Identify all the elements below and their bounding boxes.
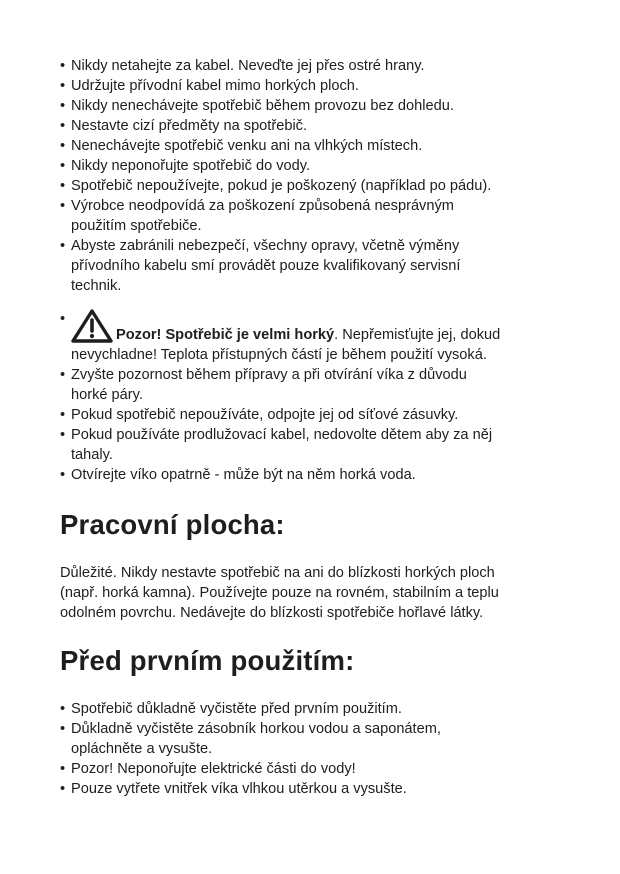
bullet: • — [60, 427, 66, 443]
list-item — [60, 156, 570, 176]
list-item-text: tahaly. — [71, 447, 113, 463]
list-item-text: Nenechávejte spotřebič venku ani na vlhkých místech. — [71, 138, 423, 154]
bullet: • — [60, 407, 66, 423]
list-item — [60, 405, 570, 425]
bullet: • — [60, 721, 66, 737]
list-item — [60, 96, 570, 116]
list-item-text: Nestavte cizí předměty na spotřebič. — [71, 118, 308, 134]
list-item-text: použitím spotřebiče. — [71, 218, 202, 234]
list-item-text: Nikdy neponořujte spotřebič do vody. — [71, 158, 311, 174]
paragraph-line: (např. horká kamna). Používejte pouze na rovném, stabilním a teplu — [60, 585, 499, 601]
paragraph-line: odolném povrchu. Nedávejte do blízkosti spotřebiče hořlavé látky. — [60, 605, 484, 621]
list-item-text: Abyste zabránili nebezpečí, všechny opravy, včetně výměny — [71, 238, 460, 254]
manual-page — [60, 56, 570, 799]
list-item-text: Důkladně vyčistěte zásobník horkou vodou a saponátem, — [71, 721, 441, 737]
bullet: • — [60, 178, 66, 194]
list-item — [60, 465, 570, 485]
list-item-text: Výrobce neodpovídá za poškození způsobená nesprávným — [71, 198, 454, 214]
list-item — [60, 196, 570, 236]
bullet: • — [60, 701, 66, 717]
list-item — [60, 136, 570, 156]
section-heading-before-first-use: Před prvním použitím: — [60, 645, 355, 676]
list-item-text: technik. — [71, 278, 122, 294]
list-item-text: Udržujte přívodní kabel mimo horkých ploch. — [71, 78, 359, 94]
bullet: • — [60, 367, 66, 383]
bullet: • — [60, 78, 66, 94]
list-item-text: Pokud používáte prodlužovací kabel, nedovolte dětem aby za něj — [71, 427, 493, 443]
list-item — [60, 365, 570, 405]
list-item-text: Zvyšte pozornost během přípravy a při otvírání víka z důvodu — [71, 367, 467, 383]
list-item — [60, 176, 570, 196]
warning-triangle-icon — [71, 309, 113, 343]
bullet: • — [60, 311, 66, 327]
warning-text-line2: nevychladne! Teplota přístupných částí je během použití vysoká. — [71, 347, 487, 363]
safety-list — [60, 56, 570, 296]
list-item — [60, 779, 570, 799]
list-item-text: Nikdy nenechávejte spotřebič během provozu bez dohledu. — [71, 98, 454, 114]
bullet: • — [60, 58, 66, 74]
list-item-text: Otvírejte víko opatrně - může být na něm horká voda. — [71, 467, 416, 483]
bullet: • — [60, 238, 66, 254]
bullet: • — [60, 467, 66, 483]
bullet: • — [60, 98, 66, 114]
warning-list — [60, 309, 570, 365]
list-item — [60, 759, 570, 779]
list-item-text: horké páry. — [71, 387, 143, 403]
list-item — [60, 236, 570, 296]
warning-bold-text: Pozor! Spotřebič je velmi horký — [116, 327, 335, 343]
work-surface-paragraph — [60, 563, 570, 623]
warning-text: . Nepřemisťujte jej, dokud — [334, 327, 501, 343]
list-item — [60, 425, 570, 465]
bullet: • — [60, 138, 66, 154]
list-item-text: přívodního kabelu smí provádět pouze kvalifikovaný servisní — [71, 258, 461, 274]
list-item-text: opláchněte a vysušte. — [71, 741, 213, 757]
list-item-text: Nikdy netahejte za kabel. Neveďte jej přes ostré hrany. — [71, 58, 425, 74]
list-item-text: Pokud spotřebič nepoužíváte, odpojte jej od síťové zásuvky. — [71, 407, 459, 423]
bullet: • — [60, 198, 66, 214]
bullet: • — [60, 118, 66, 134]
list-item-text: Pouze vytřete vnitřek víka vlhkou utěrkou a vysušte. — [71, 781, 407, 797]
bullet: • — [60, 761, 66, 777]
list-item — [60, 76, 570, 96]
section-heading-work-surface: Pracovní plocha: — [60, 509, 285, 540]
list-item — [60, 116, 570, 136]
list-item-text: Spotřebič důkladně vyčistěte před prvním použitím. — [71, 701, 402, 717]
list-item-hot-warning — [60, 309, 570, 365]
paragraph-line: Důležité. Nikdy nestavte spotřebič na ani do blízkosti horkých ploch — [60, 565, 495, 581]
first-use-list — [60, 699, 570, 799]
list-item-text: Spotřebič nepoužívejte, pokud je poškozený (například po pádu). — [71, 178, 492, 194]
safety-list-continued — [60, 365, 570, 485]
list-item — [60, 56, 570, 76]
list-item — [60, 719, 570, 759]
list-item — [60, 699, 570, 719]
bullet: • — [60, 158, 66, 174]
bullet: • — [60, 781, 66, 797]
list-item-text: Pozor! Neponořujte elektrické části do vody! — [71, 761, 356, 777]
